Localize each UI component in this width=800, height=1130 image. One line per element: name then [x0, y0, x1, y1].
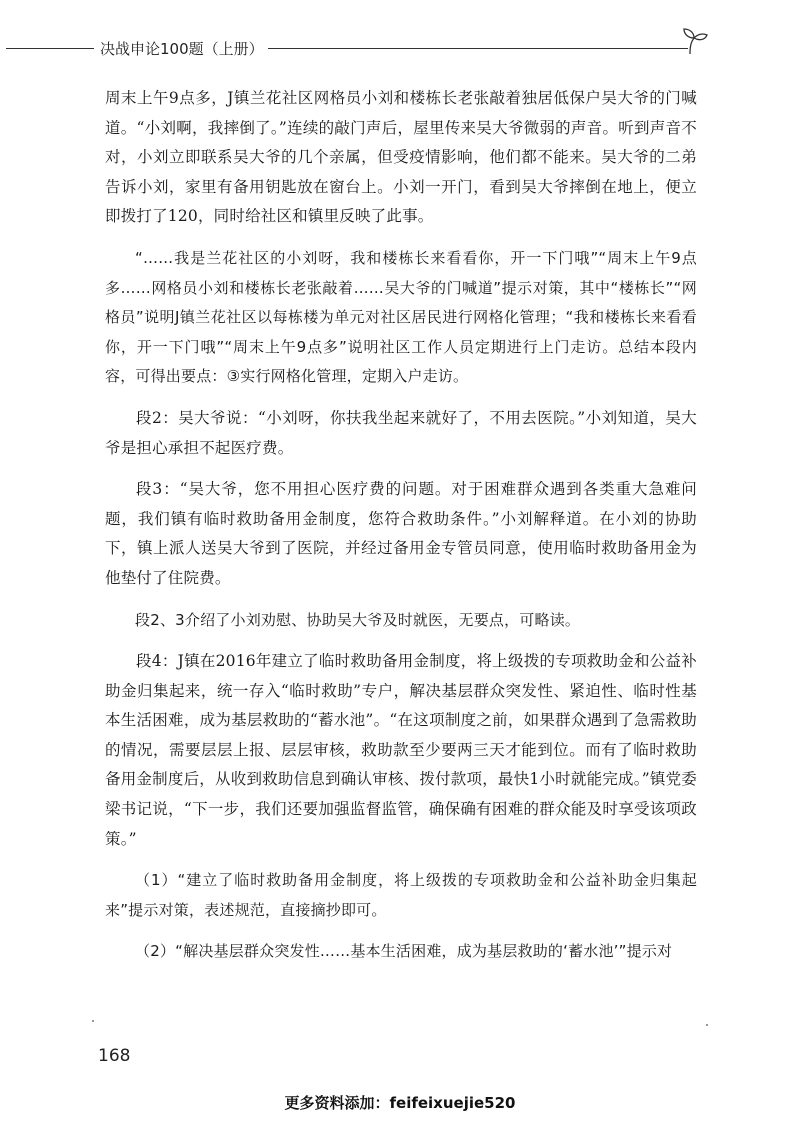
running-header: [0, 36, 800, 60]
body-text: [105, 84, 697, 979]
analysis-paragraph-1: “……我是兰花社区的小刘呀，我和楼栋长来看看你，开一下门哦”“周末上午9点多……网格员小刘和楼栋长老张敲着……吴大爷的门喊道”提示对策，其中“楼栋长”“网格员”说明J镇兰花社区以每栋楼为单元对社区居民进行网格化管理；“我和楼栋长来看看你，开一下门哦”“周末上午9点多”说明社区工作人员定期进行上门走访。总结本段内容，可得出要点：③实行网格化管理，定期入户走访。: [105, 248, 697, 386]
paragraph-intro: 周末上午9点多，J镇兰花社区网格员小刘和楼栋长老张敲着独居低保户吴大爷的门喊道。“小刘啊，我摔倒了。”连续的敲门声后，屋里传来吴大爷微弱的声音。听到声音不对，小刘立即联系吴大爷的几个亲属，但受疫情影响，他们都不能来。吴大爷的二弟告诉小刘，家里有备用钥匙放在窗台上。小刘一开门，看到吴大爷摔倒在地上，便立即拨打了120，同时给社区和镇里反映了此事。: [105, 89, 697, 226]
paragraph-2: 段2：吴大爷说：“小刘呀，你扶我坐起来就好了，不用去医院。”小刘知道，吴大爷是担心承担不起医疗费。: [105, 408, 697, 457]
footer-watermark: 更多资料添加：feifeixuejie520: [284, 1094, 516, 1112]
page-number: 168: [98, 1046, 131, 1066]
scan-speck: [92, 1020, 94, 1022]
analysis-point-2: （2）“解决基层群众突发性……基本生活困难，成为基层救助的‘蓄水池’”提示对: [135, 942, 673, 961]
paragraph-3: 段3：“吴大爷，您不用担心医疗费的问题。对于困难群众遇到各类重大急难问题，我们镇有临时救助备用金制度，您符合救助条件。”小刘解释道。在小刘的协助下，镇上派人送吴大爷到了医院，并经过备用金专管员同意，使用临时救助备用金为他垫付了住院费。: [105, 480, 697, 587]
sprout-icon: [676, 24, 712, 60]
scan-speck: [706, 1024, 708, 1026]
header-rule-left: [6, 48, 94, 49]
book-title: 决战申论100题（上册）: [100, 40, 264, 58]
analysis-point-1: （1）“建立了临时救助备用金制度，将上级拨的专项救助金和公益补助金归集起来”提示对策，表述规范，直接摘抄即可。: [105, 871, 697, 919]
header-rule-right: [268, 48, 688, 49]
analysis-paragraph-2: 段2、3介绍了小刘劝慰、协助吴大爷及时就医，无要点，可略读。: [135, 610, 581, 629]
paragraph-4: 段4：J镇在2016年建立了临时救助备用金制度，将上级拨的专项救助金和公益补助金归集起来，统一存入“临时救助”专户，解决基层群众突发性、紧迫性、临时性基本生活困难，成为基层救助的“蓄水池”。“在这项制度之前，如果群众遇到了急需救助的情况，需要层层上报、层层审核，救助款至少要两三天才能到位。而有了临时救助备用金制度后，从收到救助信息到确认审核、拨付款项，最快1小时就能完成。”镇党委梁书记说，“下一步，我们还要加强监督监管，确保确有困难的群众能及时享受该项政策。”: [105, 652, 697, 848]
